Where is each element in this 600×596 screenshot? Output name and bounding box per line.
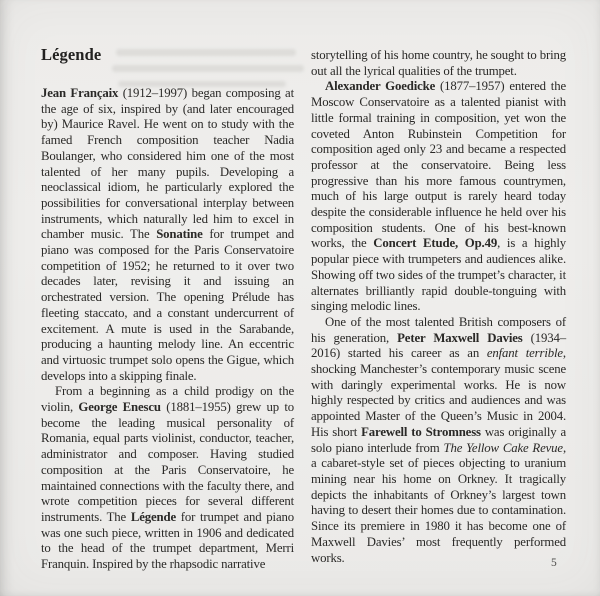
body-text: From a beginning as a child prodigy on the violin, [41,384,294,415]
emphasis-bold-text: Concert Etude, Op.49 [373,236,498,251]
body-text: for trumpet and piano was one such piece, written in 1906 and dedicated to the head of the trumpet department, Merri Franquin. Inspired by the rhapsodic narrative [41,509,294,572]
emphasis-bold-text: Farewell to Stromness [361,424,481,439]
emphasis-italic-text: The Yellow Cake Revue [443,440,563,455]
emphasis-bold-text: Alexander Goedicke [325,79,436,94]
body-text: , is a highly popular piece with trumpeters and audiences alike. Showing off two sides of the trumpet’s character, it alternates brilliantly rapid double-tonguing with singing melodic lines. [311,236,566,314]
emphasis-bold-text: Sonatine [156,227,203,242]
body-text: (1877–1957) entered the Moscow Conservatoire as a talented pianist with little formal training in composition, yet won the coveted Anton Rubinstein Competition for composition aged only 23 and became a respected professor at the conservatoire. Being less progressive than his more famous countrymen, much of his large output is rarely heard today despite the considerable influence he held over his composition students. One of his best-known works, the [311,79,566,251]
body-text: for trumpet and piano was composed for the Paris Conservatoire competition of 1952; he returned to it over two decades later, revising it and issuing an orchestrated version. The opening Prélude has fleeting staccato, and a constant undercurrent of excitement. A mute is used in the Sarabande, producing a haunting melody line. An eccentric and virtuosic trumpet solo opens the Gigue, which develops into a skipping finale. [41,227,294,383]
body-text: was originally a solo piano interlude from [311,424,566,455]
page-number: 5 [551,557,557,569]
emphasis-italic-text: enfant terrible [486,346,563,361]
paragraph [311,315,566,566]
body-text: , a cabaret-style set of pieces objecting to uranium mining near his home on Orkney. It tragically depicts the inhabitants of Orkney’s largest town having to desert their homes due to contamination. Since its premiere in 1980 it has become one of Maxwell Davies’ most frequently performed works. [311,440,566,565]
show-through-artifact [116,49,296,56]
text-column-right [311,48,566,566]
paragraph [41,384,294,572]
emphasis-bold-text: George Enescu [78,400,161,415]
body-text: One of the most talented British composers of his generation, [311,314,566,345]
paragraph [41,86,294,384]
body-text: (1934–2016) started his career as an [311,330,566,361]
paragraph [311,48,566,79]
paragraph [311,79,566,315]
emphasis-bold-text: Légende [130,509,177,524]
emphasis-bold-text: Jean Françaix [41,86,119,100]
emphasis-bold-text: Peter Maxwell Davies [397,330,523,345]
body-text: (1881–1955) grew up to become the leading musical personality of Romania, equal parts violinist, conductor, teacher, administrator and composer. Having studied composition at the Paris Conservatoire, he maintained connections with the faculty there, and wrote competition pieces for several different instruments. The [41,400,295,524]
show-through-artifact [112,65,304,72]
body-text: (1912–1997) began composing at the age of six, inspired by (and later encouraged by) Maurice Ravel. He went on to study with the famed French composition teacher Nadia Boulanger, who considered him one of the most talented of her many pupils. Developing a neoclassical idiom, he particularly explored the possibilities for conversational interplay between instruments, which naturally led him to excel in chamber music. The [41,86,294,242]
page-title: Légende [41,45,102,64]
body-text: , shocking Manchester’s contemporary music scene with daringly experimental works. He is now highly respected by critics and audiences and was appointed Master of the Queen’s Music in 2004. His short [311,346,566,439]
text-column-left [41,86,294,573]
body-text: storytelling of his home country, he sought to bring out all the lyrical qualities of the trumpet. [311,48,566,78]
